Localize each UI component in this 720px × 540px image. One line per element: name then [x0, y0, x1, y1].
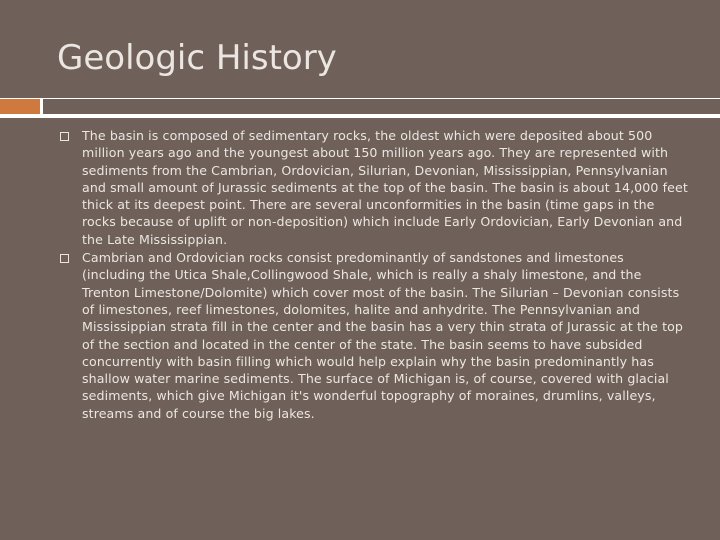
- bullet-list: [60, 127, 690, 423]
- bullet-item: [60, 127, 690, 248]
- accent-block-orange: [0, 99, 40, 114]
- title-area: [0, 0, 720, 98]
- bullet-text: Cambrian and Ordovician rocks consist predominantly of sandstones and limestones (including the Utica Shale,Collingwood Shale, which is really a shaly limestone, and the Trenton Limestone/Dolomite) which cover most of the basin. The Silurian – Devonian consists of limestones, reef limestones, dolomites, halite and anhydrite. The Pennsylvanian and Mississippian strata fill in the center and the basin has a very thin strata of Jurassic at the top of the section and located in the center of the state. The basin seems to have subsided concurrently with basin filling which would help explain why the basin predominantly has shallow water marine sediments. The surface of Michigan is, of course, covered with glacial sediments, which give Michigan it's wonderful topography of moraines, drumlins, valleys, streams and of course the big lakes.: [82, 250, 684, 421]
- accent-bar: [43, 99, 720, 114]
- slide-title: Geologic History: [57, 38, 337, 78]
- square-bullet-icon: [60, 254, 69, 263]
- square-bullet-icon: [60, 132, 69, 141]
- bullet-text: The basin is composed of sedimentary rocks, the oldest which were deposited about 500 million years ago and the youngest about 150 million years ago. They are represented with sediments from the Cambrian, Ordovician, Silurian, Devonian, Mississippian, Pennsylvanian and small amount of Jurassic sediments at the top of the basin. The basin is about 14,000 feet thick at its deepest point. There are several unconformities in the basin (time gaps in the rocks because of uplift or non-deposition) which include Early Ordovician, Early Devonian and the Late Mississippian.: [82, 128, 688, 247]
- bullet-item: [60, 249, 690, 422]
